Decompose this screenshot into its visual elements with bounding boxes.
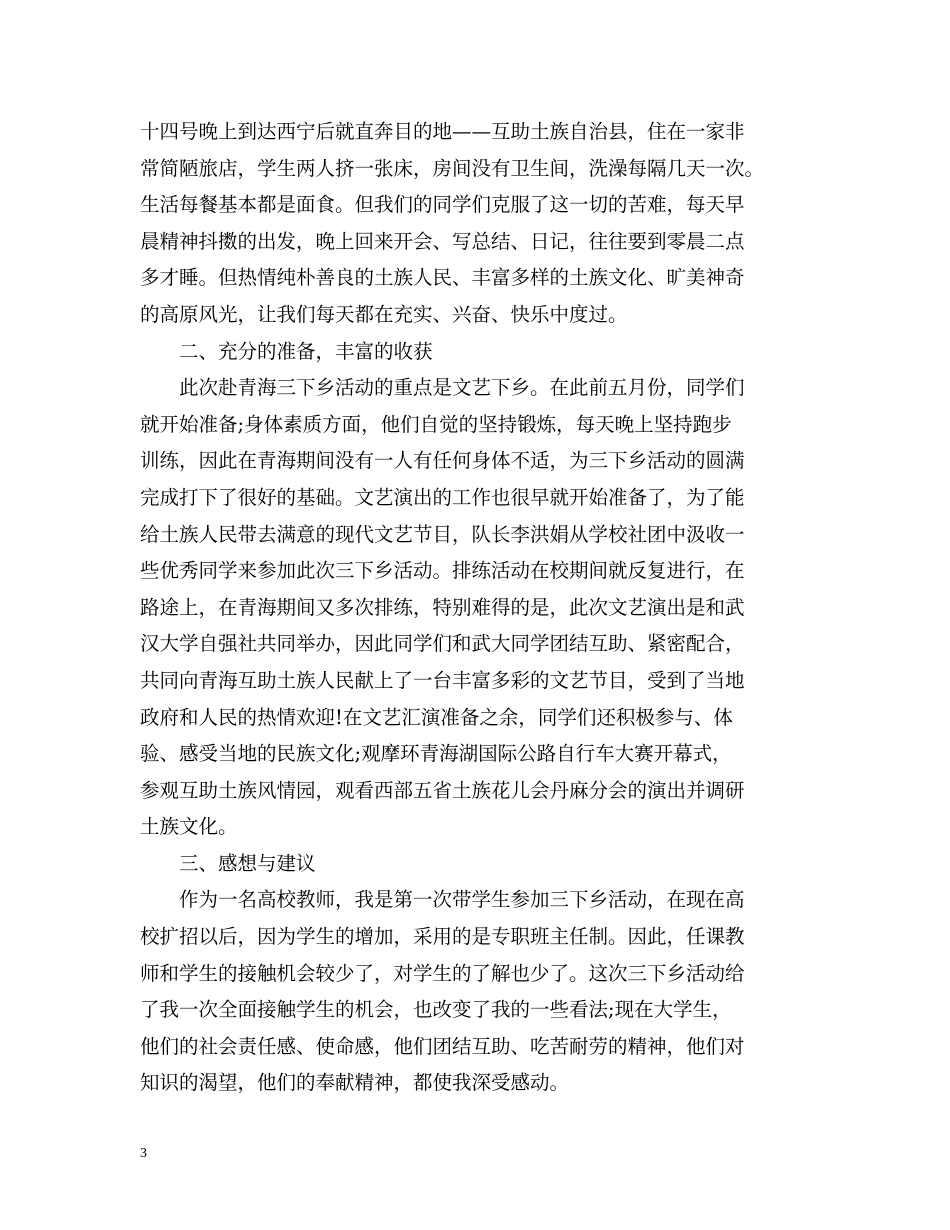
text-line: 师和学生的接触机会较少了，对学生的了解也少了。这次三下乡活动给 [140,961,745,985]
text-line: 知识的渴望，他们的奉献精神，都使我深受感动。 [140,1071,570,1095]
body-text [140,114,820,1102]
section-heading: 三、感想与建议 [179,851,316,875]
text-line: 的高原风光，让我们每天都在充实、兴奋、快乐中度过。 [140,302,628,326]
text-line: 常简陋旅店，学生两人挤一张床，房间没有卫生间，洗澡每隔几天一次。 [140,156,765,180]
text-line: 完成打下了很好的基础。文艺演出的工作也很早就开始准备了，为了能 [140,485,745,509]
text-line: 校扩招以后，因为学生的增加，采用的是专职班主任制。因此，任课教 [140,925,745,949]
text-line: 训练，因此在青海期间没有一人有任何身体不适，为三下乡活动的圆满 [140,449,745,473]
text-line: 政府和人民的热情欢迎!在文艺汇演准备之余，同学们还积极参与、体 [140,705,733,729]
text-line: 多才睡。但热情纯朴善良的土族人民、丰富多样的土族文化、旷美神奇 [140,266,745,290]
section-heading: 二、充分的准备，丰富的收获 [179,339,433,363]
text-line: 验、感受当地的民族文化;观摩环青海湖国际公路自行车大赛开幕式， [140,742,732,766]
text-line: 就开始准备;身体素质方面，他们自觉的坚持锻炼，每天晚上坚持跑步 [140,412,732,436]
text-line: 参观互助土族风情园，观看西部五省土族花儿会丹麻分会的演出并调研 [140,778,745,802]
text-line: 共同向青海互助土族人民献上了一台丰富多彩的文艺节目，受到了当地 [140,668,745,692]
text-line: 此次赴青海三下乡活动的重点是文艺下乡。在此前五月份，同学们 [179,376,745,400]
page-number: 3 [140,1146,147,1161]
text-line: 生活每餐基本都是面食。但我们的同学们克服了这一切的苦难，每天早 [140,193,745,217]
text-line: 他们的社会责任感、使命感，他们团结互助、吃苦耐劳的精神，他们对 [140,1034,745,1058]
text-line: 土族文化。 [140,815,238,839]
text-line: 给土族人民带去满意的现代文艺节目，队长李洪娟从学校社团中汲收一 [140,522,745,546]
text-line: 些优秀同学来参加此次三下乡活动。排练活动在校期间就反复进行，在 [140,559,745,583]
text-line: 作为一名高校教师，我是第一次带学生参加三下乡活动，在现在高 [179,888,745,912]
text-line: 路途上，在青海期间又多次排练，特别难得的是，此次文艺演出是和武 [140,595,745,619]
text-line: 了我一次全面接触学生的机会，也改变了我的一些看法;现在大学生， [140,998,732,1022]
text-line: 晨精神抖擞的出发，晚上回来开会、写总结、日记，往往要到零晨二点 [140,229,745,253]
text-line: 汉大学自强社共同举办，因此同学们和武大同学团结互助、紧密配合， [140,632,745,656]
text-line: 十四号晚上到达西宁后就直奔目的地——互助土族自治县，住在一家非 [140,120,745,143]
